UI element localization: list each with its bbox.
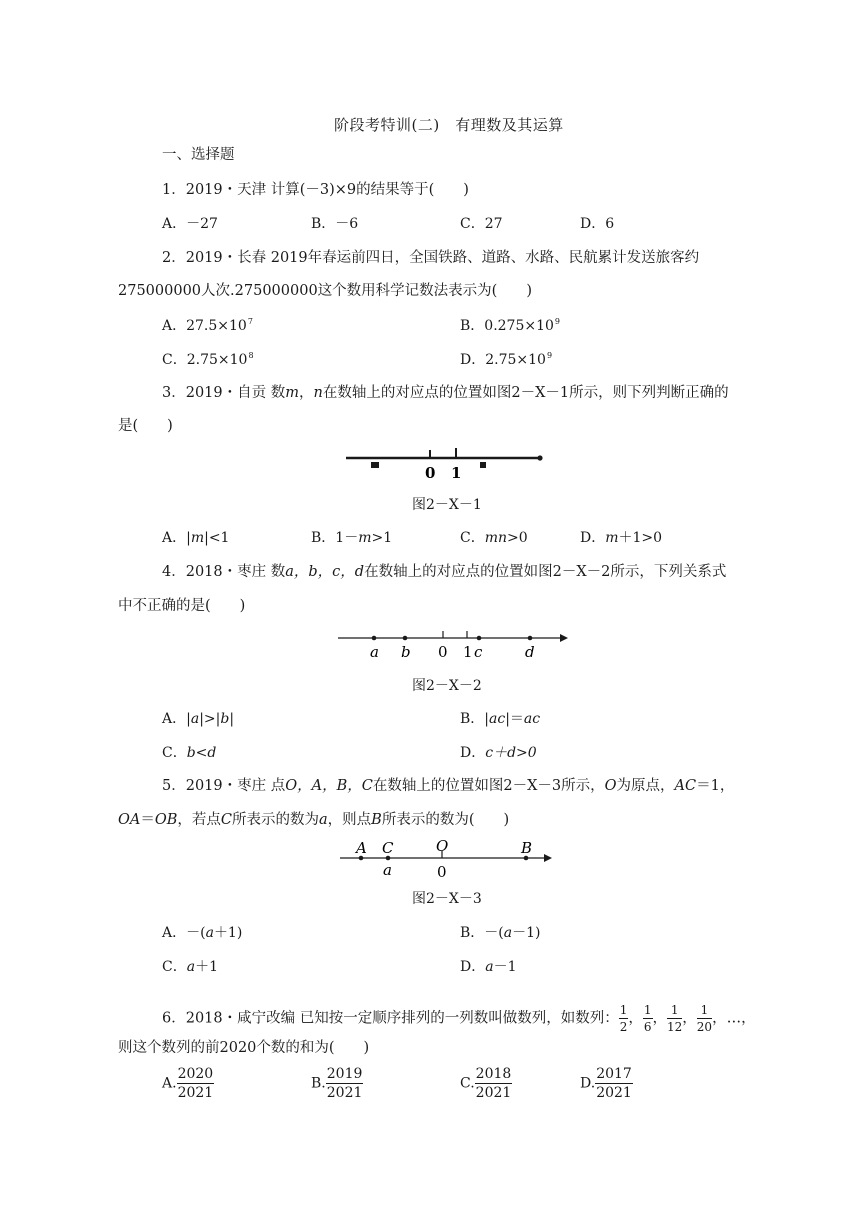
q6-option-b[interactable]: B. $\frac{2019}{2021}$ bbox=[311, 1066, 363, 1101]
point-m-blurred bbox=[371, 462, 379, 468]
section-heading: 一、选择题 bbox=[162, 147, 235, 163]
page-title: 阶段考特训(二) 有理数及其运算 bbox=[334, 116, 564, 134]
question-2-line-2: 275000000人次.275000000这个数用科学记数法表示为( ) bbox=[118, 283, 532, 299]
q2-option-b[interactable]: B．$0.275\times 10^9$ bbox=[460, 317, 561, 334]
question-6-line-2: 则这个数列的前2020个数的和为( ) bbox=[118, 1040, 370, 1056]
q5-option-b[interactable]: B．－(a－1) bbox=[460, 925, 541, 941]
label-a: a bbox=[370, 643, 379, 661]
figure-caption-1: 图2－X－1 bbox=[412, 497, 482, 513]
q6-option-c[interactable]: C. $\frac{2018}{2021}$ bbox=[460, 1066, 512, 1101]
question-5-line-2: OA＝OB，若点C所表示的数为a，则点B所表示的数为( ) bbox=[118, 812, 510, 828]
figure-caption-2: 图2－X－2 bbox=[412, 678, 482, 694]
label-C: C bbox=[382, 839, 394, 857]
q1-option-c[interactable]: C．27 bbox=[460, 216, 503, 232]
label-c: c bbox=[474, 643, 483, 661]
label-a: a bbox=[383, 861, 392, 879]
label-zero: 0 bbox=[438, 643, 448, 661]
q5-option-d[interactable]: D．a－1 bbox=[460, 959, 517, 975]
label-d: d bbox=[525, 643, 535, 661]
q2-option-a[interactable]: A．$27.5\times 10^7$ bbox=[162, 317, 253, 334]
question-2-line-1: 2．2019・长春 2019年春运前四日，全国铁路、道路、水路、民航累计发送旅客约 bbox=[162, 250, 700, 266]
q4-option-a[interactable]: A．|a|>|b| bbox=[162, 711, 235, 727]
q4-option-b[interactable]: B．|ac|＝ac bbox=[460, 711, 541, 727]
question-1-text: 1．2019・天津 计算(－3)×9的结果等于( ) bbox=[162, 182, 469, 198]
sequence-term-3: $\frac{1}{12}$ bbox=[667, 1003, 683, 1034]
q6-option-d[interactable]: D. $\frac{2017}{2021}$ bbox=[580, 1066, 632, 1101]
number-line-figure-2 bbox=[334, 624, 574, 662]
q5-option-c[interactable]: C．a＋1 bbox=[162, 959, 218, 975]
q3-option-a[interactable]: A．|m|<1 bbox=[162, 530, 230, 546]
question-6-line-1: 6．2018・咸宁改编 已知按一定顺序排列的一列数叫做数列，如数列： $\frac{1}{2}$ ， $\frac{1}{6}$ ， $\frac{1}{12}$ ， $\frac{1}{20}$ ，…， bbox=[162, 1003, 756, 1034]
q4-option-d[interactable]: D．c＋d>0 bbox=[460, 745, 537, 761]
question-3-line-2: 是( ) bbox=[118, 418, 173, 434]
point-c bbox=[477, 636, 482, 641]
question-4-line-1: 4．2018・枣庄 数a，b，c，d在数轴上的对应点的位置如图2－X－2所示，下列关系式 bbox=[162, 564, 727, 580]
label-zero: 0 bbox=[425, 464, 436, 482]
label-zero: 0 bbox=[437, 863, 447, 881]
label-B: B bbox=[521, 839, 533, 857]
label-one: 1 bbox=[451, 464, 462, 482]
number-line-figure-3 bbox=[336, 836, 558, 882]
sequence-term-2: $\frac{1}{6}$ bbox=[643, 1003, 652, 1034]
q3-option-d[interactable]: D．m＋1>0 bbox=[580, 530, 663, 546]
label-b: b bbox=[401, 643, 411, 661]
sequence-term-4: $\frac{1}{20}$ bbox=[696, 1003, 713, 1034]
q1-option-b[interactable]: B．－6 bbox=[311, 216, 359, 232]
q2-option-c[interactable]: C．$2.75\times 10^8$ bbox=[162, 351, 254, 368]
question-4-line-2: 中不正确的是( ) bbox=[118, 598, 246, 614]
point-a bbox=[372, 636, 377, 641]
q5-option-a[interactable]: A．－(a＋1) bbox=[162, 925, 243, 941]
sequence-term-1: $\frac{1}{2}$ bbox=[619, 1003, 628, 1034]
q3-option-b[interactable]: B．1－m>1 bbox=[311, 530, 393, 546]
label-one: 1 bbox=[463, 643, 473, 661]
axis-line bbox=[346, 455, 543, 460]
point-b bbox=[403, 636, 408, 641]
q2-option-d[interactable]: D．$2.75\times 10^9$ bbox=[460, 351, 553, 368]
number-line-figure-1 bbox=[340, 440, 550, 484]
question-5-line-1: 5．2019・枣庄 点O，A，B，C在数轴上的位置如图2－X－3所示，O为原点，AC＝1， bbox=[162, 778, 735, 794]
question-3-line-1: 3．2019・自贡 数m，n在数轴上的对应点的位置如图2－X－1所示，则下列判断正确的 bbox=[162, 385, 729, 401]
q1-option-a[interactable]: A．－27 bbox=[162, 216, 218, 232]
q1-option-d[interactable]: D．6 bbox=[580, 216, 615, 232]
point-d bbox=[528, 636, 533, 641]
point-n-blurred bbox=[480, 462, 486, 468]
q4-option-c[interactable]: C．b<d bbox=[162, 745, 217, 761]
label-A: A bbox=[356, 839, 367, 857]
q6-option-a[interactable]: A. $\frac{2020}{2021}$ bbox=[162, 1066, 214, 1101]
q3-option-c[interactable]: C．mn>0 bbox=[460, 530, 528, 546]
figure-caption-3: 图2－X－3 bbox=[412, 891, 482, 907]
label-O: O bbox=[436, 837, 449, 855]
